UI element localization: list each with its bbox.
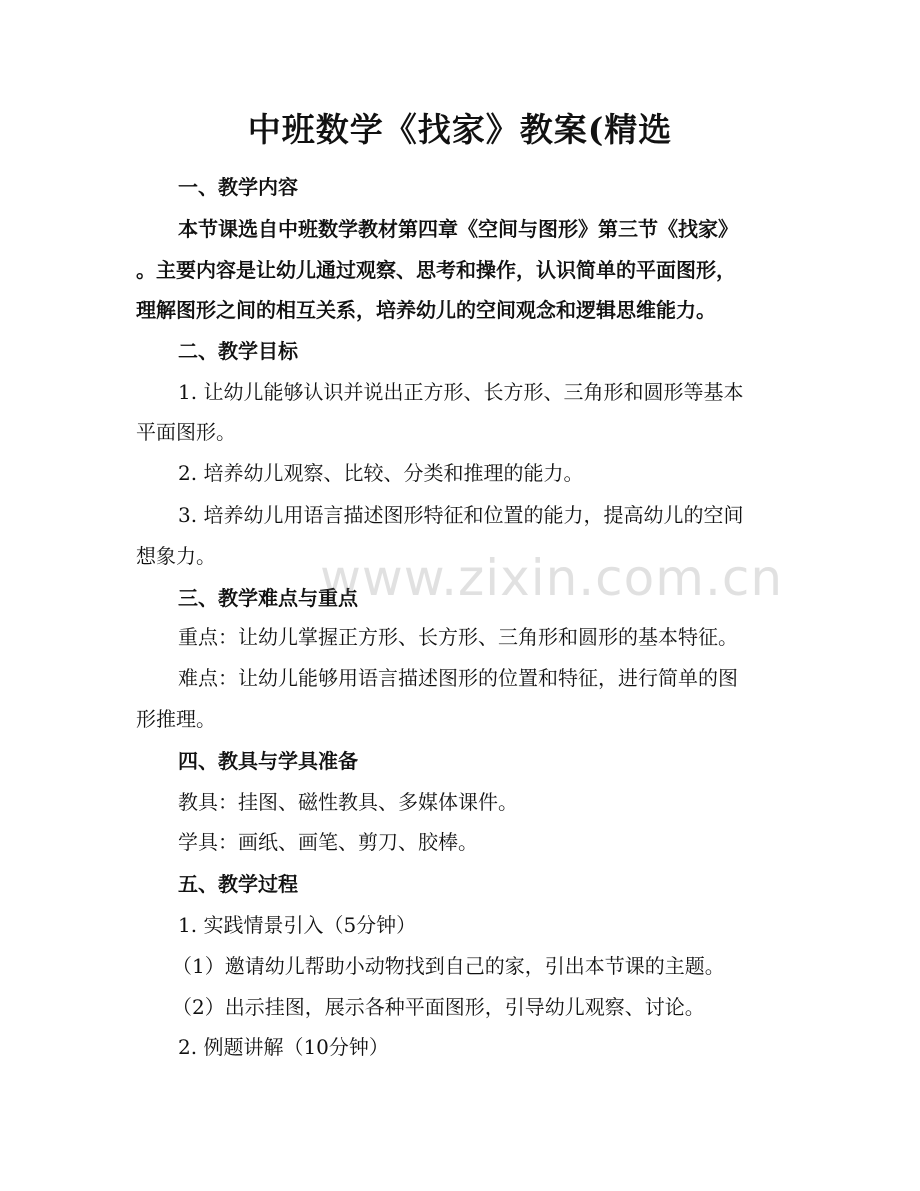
goal-item: 3. 培养幼儿用语言描述图形特征和位置的能力，提高幼儿的空间 [178,503,744,527]
paragraph-line: 理解图形之间的相互关系，培养幼儿的空间观念和逻辑思维能力。 [136,298,716,322]
difficulty-point: 难点：让幼儿能够用语言描述图形的位置和特征，进行简单的图 [178,666,738,690]
section-heading-key-points: 三、教学难点与重点 [178,586,358,610]
goal-item-continuation: 想象力。 [136,544,216,568]
goal-item: 2. 培养幼儿观察、比较、分类和推理的能力。 [178,461,584,485]
process-step: 2. 例题讲解（10分钟） [178,1035,389,1059]
section-heading-process: 五、教学过程 [178,872,298,896]
goal-item-continuation: 平面图形。 [136,420,236,444]
watermark: www.zixin.com.cn [320,549,784,607]
process-substep: （1）邀请幼儿帮助小动物找到自己的家，引出本节课的主题。 [172,954,725,978]
section-heading-content: 一、教学内容 [178,175,298,199]
paragraph-line: 本节课选自中班数学教材第四章《空间与图形》第三节《找家》 [178,217,738,241]
difficulty-point-continuation: 形推理。 [136,707,216,731]
section-heading-goals: 二、教学目标 [178,339,298,363]
goal-item: 1. 让幼儿能够认识并说出正方形、长方形、三角形和圆形等基本 [178,380,744,404]
process-substep: （2）出示挂图，展示各种平面图形，引导幼儿观察、讨论。 [172,995,705,1019]
key-point: 重点：让幼儿掌握正方形、长方形、三角形和圆形的基本特征。 [178,625,738,649]
teacher-materials: 教具：挂图、磁性教具、多媒体课件。 [178,790,518,814]
process-step: 1. 实践情景引入（5分钟） [178,913,417,937]
section-heading-materials: 四、教具与学具准备 [178,749,358,773]
document-title: 中班数学《找家》教案(精选 [247,110,673,149]
student-materials: 学具：画纸、画笔、剪刀、胶棒。 [178,830,478,854]
paragraph-line: 。主要内容是让幼儿通过观察、思考和操作，认识简单的平面图形， [136,258,736,282]
